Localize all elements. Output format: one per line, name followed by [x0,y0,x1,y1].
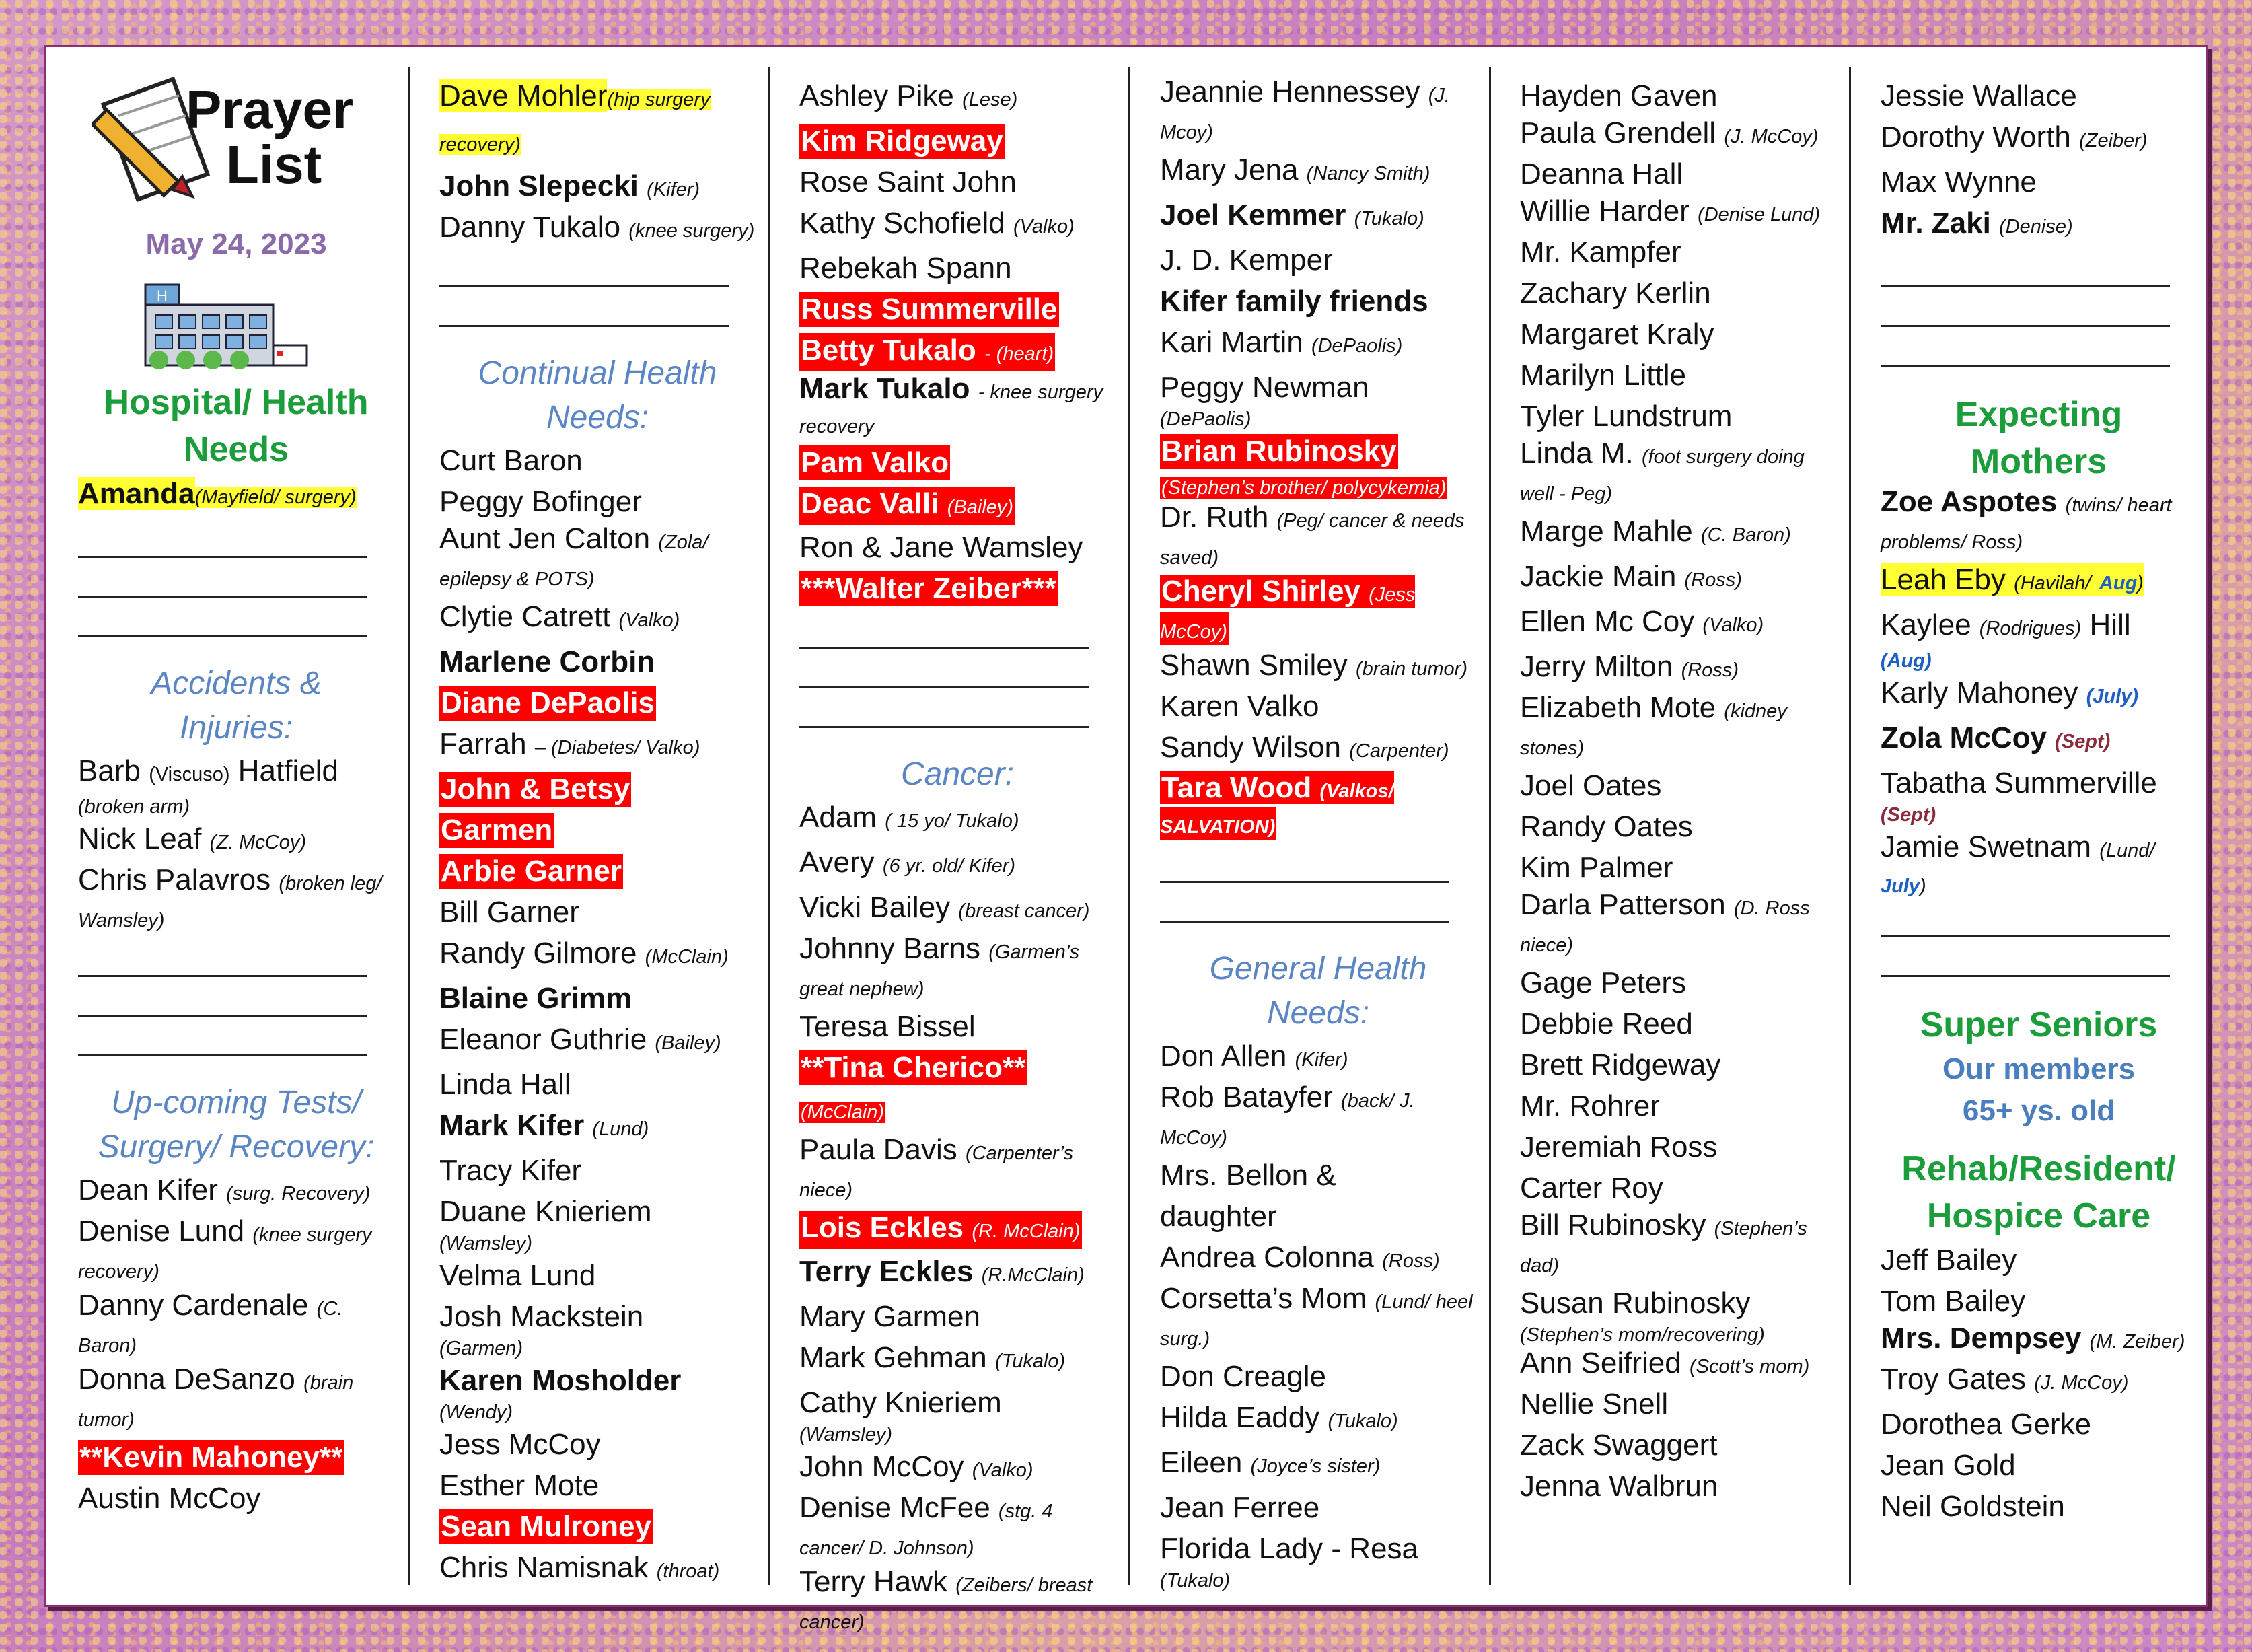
title-list: List [226,135,322,194]
denise-note: (knee surgery recovery) [78,1224,372,1283]
brian-name: Brian Rubinosky [1161,435,1397,468]
josh-name: Josh Mackstein [439,1300,644,1333]
column-5 [1520,75,1836,1591]
expecting-heading: Expecting Mothers [1955,395,2123,481]
tara-name: Tara Wood [1161,771,1312,804]
willie-note: (Denise Lund) [1698,204,1821,225]
kim-name: Kim Palmer [1520,851,1673,884]
markg-name: Mark Gehman [799,1341,987,1374]
ashley-name: Ashley Pike [799,79,954,112]
ann-name: Ann Seifried [1520,1346,1681,1379]
zola-name: Zola McCoy [1881,721,2047,754]
paula-name: Paula Davis [799,1133,957,1166]
blank-line [799,686,1089,688]
blank-line [1160,881,1449,883]
velma-name: Velma Lund [439,1259,596,1292]
shawn-note: (brain tumor) [1356,658,1468,680]
jackie-note: (Ross) [1684,569,1742,591]
willie-name: Willie Harder [1520,194,1690,227]
eileen-note: (Joyce’s sister) [1250,1456,1381,1477]
ellen-note: (Valko) [1702,614,1764,636]
ruth-note: (Peg/ cancer & needs saved) [1160,510,1465,569]
adam-name: Adam [799,801,877,834]
joel-note: (Tukalo) [1354,208,1424,229]
lois-name: Lois Eckles [801,1211,964,1244]
zola-month: (Sept) [2055,731,2111,752]
danny-name: Danny Cardenale [78,1289,309,1322]
bellon-line1: Mrs. Bellon & [1160,1159,1336,1192]
max-name: Max Wynne [1881,166,2037,199]
barb-first: Barb [78,754,141,787]
blank-line [78,596,367,598]
donc-name: Don Creagle [1160,1360,1327,1393]
jean-name: Jean Ferree [1160,1491,1320,1524]
cheryl-note: (Jess McCoy) [1160,584,1416,643]
nellie-name: Nellie Snell [1520,1388,1669,1421]
ann-note: (Scott’s mom) [1689,1356,1810,1377]
elizabeth-name: Elizabeth Mote [1520,691,1716,724]
linda-note: (foot surgery doing well - Peg) [1520,446,1805,505]
zachary-name: Zachary Kerlin [1520,277,1711,310]
vicki-name: Vicki Bailey [799,891,951,924]
susan-note: (Stephen’s mom/recovering) [1520,1324,1765,1346]
tabatha-month: (Sept) [1881,804,1936,826]
mary-name: Mary Jena [1160,153,1299,186]
russ-name: Russ Summerville [801,293,1058,326]
seniors-sub2: 65+ ys. old [1962,1094,2115,1127]
column-divider [1849,67,1851,1585]
teresa-name: Teresa Bissel [799,1010,976,1043]
column-4 [1160,75,1476,1591]
peggy-note: (DePaolis) [1160,408,1251,430]
ruth-name: Dr. Ruth [1160,501,1269,534]
column-6 [1881,75,2197,1591]
karen-name: Karen Valko [1160,690,1319,723]
jamie-note-end: ) [1920,875,1926,897]
column-divider [408,67,410,1585]
sandy-name: Sandy Wilson [1160,731,1342,764]
mary-note: (Nancy Smith) [1306,163,1430,184]
column-3 [799,75,1116,1633]
tracy-name: Tracy Kifer [439,1154,582,1187]
duane-name: Duane Knieriem [439,1195,652,1228]
tina-note: (McClain) [801,1102,885,1123]
eleanor-name: Eleanor Guthrie [439,1023,647,1056]
logo [78,75,394,217]
dean-note: (surg. Recovery) [226,1183,371,1205]
randy-name: Randy Oates [1520,810,1693,843]
nick-name: Nick Leaf [78,822,202,855]
josh-note: (Garmen) [439,1338,523,1359]
johnny-name: Johnny Barns [799,932,981,965]
avery-note: (6 yr. old/ Kifer) [882,855,1016,877]
bill-note: (Stephen’s dad) [1520,1218,1807,1277]
zaki-note: (Denise) [1999,216,2073,238]
cancer-heading: Cancer: [900,756,1015,792]
rehab-heading: Rehab/Resident/ Hospice Care [1901,1149,2176,1235]
kathy-name: Kathy Schofield [799,207,1005,240]
seniors-heading: Super Seniors [1920,1005,2158,1044]
jerry-name: Jerry Milton [1520,650,1673,683]
barb-middle: (Viscuso) [149,764,230,785]
mark-note: - knee surgery recovery [799,382,1103,437]
date: May 24, 2023 [145,227,327,260]
walter-name: ***Walter Zeiber*** [801,572,1056,605]
avery-name: Avery [799,846,875,879]
blank-line [78,556,367,558]
margaret-name: Margaret Kraly [1520,318,1714,351]
kaylee-middle: (Rodrigues) [1979,618,2082,639]
carter-name: Carter Roy [1520,1172,1663,1205]
chris-note: (broken leg/ Wamsley) [78,873,382,931]
joel-name: Joel Kemmer [1160,199,1346,231]
donna-note: (brain tumor) [78,1372,354,1431]
randy-note: (McClain) [645,946,729,968]
darla-name: Darla Patterson [1520,888,1726,921]
tabatha-name: Tabatha Summerville [1881,766,2157,799]
jessie-name: Jessie Wallace [1881,79,2077,112]
leah-name: Leah Eby [1881,563,2006,596]
kampfer-name: Mr. Kampfer [1520,236,1681,268]
continual-heading: Continual Health Needs: [478,355,717,435]
joel-name: Joel Oates [1520,769,1662,802]
adam-note: ( 15 yo/ Tukalo) [885,810,1019,832]
eileen-name: Eileen [1160,1446,1243,1479]
zaki-name: Mr. Zaki [1881,207,1991,240]
farrah-note: – (Diabetes/ Valko) [534,737,700,758]
brian-note: (Stephen’s brother/ polycykemia) [1161,477,1447,499]
marilyn-name: Marilyn Little [1520,359,1686,392]
andrea-name: Andrea Colonna [1160,1241,1375,1274]
leah-month: Aug [2099,573,2138,594]
jamie-month: July [1881,875,1920,897]
amanda-note: (Mayfield/ surgery) [194,487,357,508]
paula-note: (Carpenter’s niece) [799,1143,1074,1201]
bellon-line2: daughter [1160,1200,1277,1233]
curt-name: Curt Baron [439,444,583,477]
column-divider [1128,67,1130,1585]
leah-note-end: ) [2137,573,2144,594]
garmen-name: Garmen [441,814,553,847]
chris-name: Chris Namisnak [439,1551,649,1584]
hayden-name: Hayden Gaven [1520,79,1718,112]
johnny-note: (Garmen’s great nephew) [799,941,1080,1000]
jen-note: (Zola/ epilepsy & POTS) [439,532,709,590]
don-name: Don Allen [1160,1040,1287,1073]
linda-name: Linda M. [1520,437,1634,470]
dave-note: (hip surgery recovery) [439,89,711,155]
jen-name: Aunt Jen Calton [439,522,651,555]
austin-name: Austin McCoy [78,1482,261,1515]
betty-note: - (heart) [984,343,1054,365]
cheryl-name: Cheryl Shirley [1161,575,1360,608]
cathy-note: (Wamsley) [799,1424,893,1445]
esther-name: Esther Mote [439,1469,600,1502]
don-note: (Kifer) [1295,1049,1348,1071]
jeremiah-name: Jeremiah Ross [1520,1130,1718,1163]
blank-line [799,647,1089,649]
elizabeth-note: (kidney stones) [1520,701,1787,759]
neil-name: Neil Goldstein [1881,1490,2065,1523]
pam-name: Pam Valko [801,446,949,479]
mark-name: Mark Tukalo [799,372,970,405]
susan-name: Susan Rubinosky [1520,1287,1751,1320]
deac-name: Deac Valli [801,487,939,520]
dean-name: Dean Kifer [78,1174,218,1207]
duane-note: (Wamsley) [439,1233,533,1254]
arbie-name: Arbie Garner [441,855,622,888]
karly-name: Karly Mahoney [1881,676,2078,709]
lois-note: (R. McClain) [972,1221,1081,1242]
john-betsy-name: John & Betsy [441,773,630,805]
johnm-note: (Valko) [972,1460,1033,1481]
amanda-name: Amanda [78,477,195,510]
diane-name: Diane DePaolis [441,686,655,719]
barb-last: Hatfield [238,754,338,787]
mark-note: (Lund) [592,1118,649,1140]
blaine-name: Blaine Grimm [439,982,632,1015]
blank-line [78,1015,367,1017]
deac-note: (Bailey) [947,497,1014,518]
markg-note: (Tukalo) [995,1351,1066,1372]
corsetta-note: (Lund/ heel surg.) [1160,1291,1473,1350]
darla-note: (D. Ross niece) [1520,898,1810,956]
marge-name: Marge Mahle [1520,515,1693,548]
barb-note: (broken arm) [78,796,190,818]
dorothea-name: Dorothea Gerke [1881,1408,2092,1441]
jerry-note: (Ross) [1681,659,1739,681]
paula-name: Paula Grendell [1520,116,1716,149]
jd-name: J. D. Kemper [1160,244,1333,277]
jeff-name: Jeff Bailey [1881,1244,2017,1277]
cathy-name: Cathy Knieriem [799,1386,1002,1419]
clytie-note: (Valko) [618,610,680,631]
column-2 [439,75,756,1591]
terry-name: Terry Eckles [799,1255,974,1288]
bill-name: Bill Rubinosky [1520,1209,1706,1242]
kaylee-month: (Aug) [1881,650,1932,672]
karly-month: (July) [2086,686,2139,707]
blank-line [1881,325,2170,327]
terryh-note: (Zeibers/ breast cancer) [799,1575,1093,1633]
kaylee-last: Hill [2089,608,2131,641]
nick-note: (Z. McCoy) [209,832,307,853]
hilda-name: Hilda Eaddy [1160,1401,1320,1434]
jess-name: Jess McCoy [439,1428,601,1461]
eleanor-note: (Bailey) [655,1032,721,1054]
blank-line [1881,285,2170,287]
peggy-name: Peggy Newman [1160,371,1369,404]
paula-note: (J. McCoy) [1724,126,1819,147]
seniors-sub1: Our members [1942,1052,2136,1085]
john-name: John Slepecki [439,170,639,203]
deanna-name: Deanna Hall [1520,157,1683,190]
dave-name: Dave Mohler [439,79,608,112]
sandy-note: (Carpenter) [1349,740,1449,762]
florida-note: (Tukalo) [1160,1570,1231,1591]
shawn-name: Shawn Smiley [1160,649,1348,682]
blank-line [78,975,367,977]
terry-note: (R.McClain) [981,1264,1085,1286]
sean-name: Sean Mulroney [441,1510,651,1543]
tyler-name: Tyler Lundstrum [1520,400,1733,433]
jean-name: Jean Gold [1881,1449,2016,1482]
title-prayer: Prayer [186,79,354,139]
hilda-note: (Tukalo) [1328,1410,1398,1432]
svg-text:H: H [157,287,168,304]
kari-name: Kari Martin [1160,326,1303,359]
danny-note: (C. Baron) [78,1298,343,1357]
clytie-name: Clytie Catrett [439,600,611,633]
jeannie-note: (J. Mcoy) [1160,85,1450,143]
kim-name: Kim Ridgeway [801,124,1003,157]
tina-name: **Tina Cherico** [801,1051,1026,1084]
column-divider [1489,67,1491,1585]
hospital-building-icon [78,278,394,379]
dorothy-note: (Zeiber) [2079,130,2148,151]
donna-name: Donna DeSanzo [78,1363,295,1396]
farrah-name: Farrah [439,727,527,760]
johnm-name: John McCoy [799,1450,964,1483]
marge-note: (C. Baron) [1701,524,1791,546]
mary-name: Mary Garmen [799,1300,980,1333]
mark-name: Mark Kifer [439,1109,585,1142]
rebekah-name: Rebekah Spann [799,252,1012,285]
chris-name: Chris Palavros [78,863,271,896]
danny-note: (knee surgery) [628,220,755,242]
vicki-note: (breast cancer) [958,900,1090,922]
ellen-name: Ellen Mc Coy [1520,605,1695,638]
rose-name: Rose Saint John [799,166,1017,199]
jeannie-name: Jeannie Hennessey [1160,75,1420,108]
tests-heading: Up-coming Tests/ Surgery/ Recovery: [98,1085,375,1165]
karen-note: (Wendy) [439,1402,513,1423]
linda-name: Linda Hall [439,1068,571,1101]
accidents-heading: Accidents & Injuries: [151,666,322,746]
leah-note: (Havilah/ [2014,573,2091,594]
kari-note: (DePaolis) [1311,335,1403,357]
column-1 [78,75,394,1591]
denise-note: (stg. 4 cancer/ D. Johnson) [799,1501,1053,1559]
andrea-note: (Ross) [1382,1250,1440,1272]
jenna-name: Jenna Walbrun [1520,1470,1718,1503]
general-heading: General Health Needs: [1209,951,1427,1031]
zoe-note: (twins/ heart problems/ Ross) [1881,495,2172,553]
rob-name: Rob Batayfer [1160,1081,1333,1114]
kaylee-first: Kaylee [1881,608,1971,641]
ashley-note: (Lese) [962,89,1018,110]
kevin-name: **Kevin Mahoney** [79,1441,343,1474]
john-note: (Kifer) [647,179,700,201]
column-divider [768,67,770,1585]
hospital-heading: Hospital/ Health Needs [104,383,369,469]
jamie-name: Jamie Swetnam [1881,830,2092,863]
zoe-name: Zoe Aspotes [1881,485,2058,518]
danny-name: Danny Tukalo [439,211,621,244]
karen-name: Karen Mosholder [439,1364,682,1397]
zack-name: Zack Swaggert [1520,1429,1718,1462]
florida-name: Florida Lady - Resa [1160,1532,1418,1565]
rohrer-name: Mr. Rohrer [1520,1089,1660,1122]
denise-name: Denise McFee [799,1491,990,1524]
chris-note: (throat) [656,1560,720,1582]
randy-name: Randy Gilmore [439,937,637,970]
terryh-name: Terry Hawk [799,1565,948,1598]
dorothy-name: Dorothy Worth [1881,120,2071,153]
kifer-friends: Kifer family friends [1160,285,1428,318]
tom-name: Tom Bailey [1881,1285,2026,1318]
dempsey-note: (M. Zeiber) [2089,1331,2185,1353]
dempsey-name: Mrs. Dempsey [1881,1322,2082,1355]
bill-name: Bill Garner [439,896,579,929]
kathy-note: (Valko) [1013,216,1075,238]
denise-name: Denise Lund [78,1215,245,1248]
tara-note: (Valkos/ SALVATION) [1160,781,1394,838]
debbie-name: Debbie Reed [1520,1007,1693,1040]
peggy-name: Peggy Bofinger [439,485,642,518]
ron-name: Ron & Jane Wamsley [799,531,1083,564]
blank-line [439,285,729,287]
troy-note: (J. McCoy) [2034,1372,2129,1394]
rob-note: (back/ J. McCoy) [1160,1090,1415,1149]
blank-line [1881,935,2170,937]
corsetta-name: Corsetta’s Mom [1160,1282,1367,1315]
jackie-name: Jackie Main [1520,560,1677,593]
troy-name: Troy Gates [1881,1363,2026,1396]
betty-name: Betty Tukalo [801,334,976,367]
marlene-name: Marlene Corbin [439,645,655,678]
jamie-note: (Lund/ [2099,840,2155,861]
gage-name: Gage Peters [1520,966,1687,999]
prayer-list-sheet [46,47,2206,1633]
brett-name: Brett Ridgeway [1520,1048,1721,1081]
